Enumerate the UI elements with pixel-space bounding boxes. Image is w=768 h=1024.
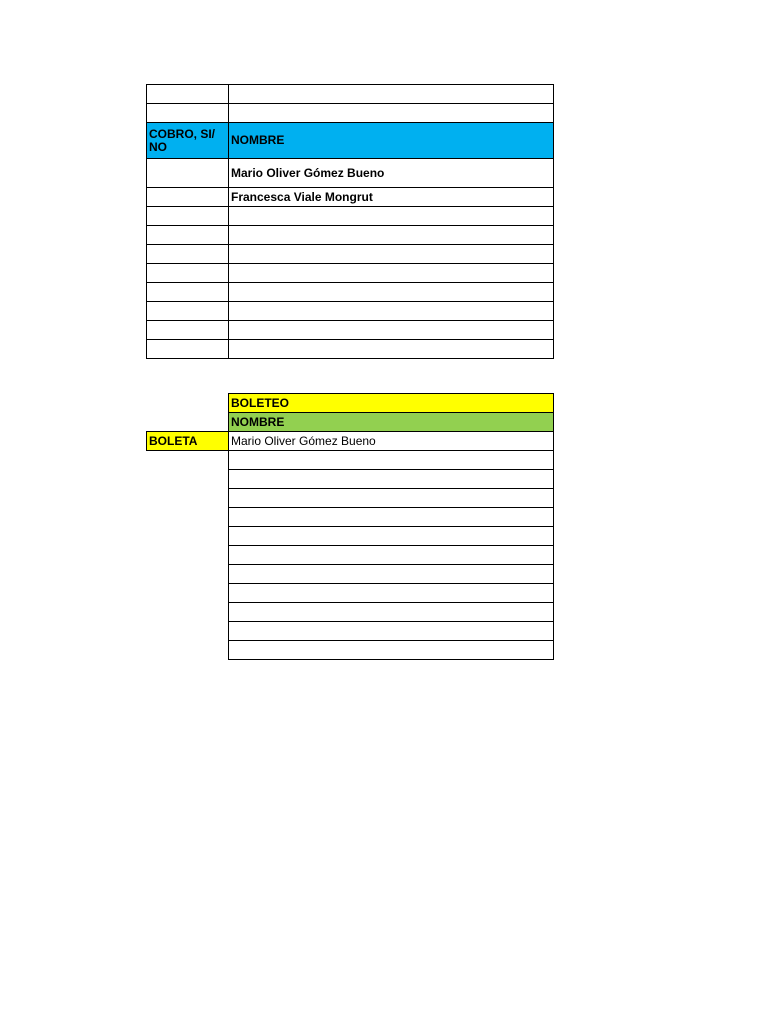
table-cell[interactable] (147, 104, 229, 123)
table-row (147, 641, 554, 660)
table-row (147, 432, 554, 451)
table-row (147, 188, 554, 207)
table-cell[interactable] (229, 451, 554, 470)
empty-cell (147, 508, 229, 527)
table-row (147, 527, 554, 546)
nombre-header-cell[interactable]: NOMBRE (229, 413, 554, 432)
table-row (147, 622, 554, 641)
table-cell[interactable] (229, 489, 554, 508)
table-row (147, 264, 554, 283)
table-cell[interactable] (229, 622, 554, 641)
table-cell[interactable] (229, 340, 554, 359)
table-cell[interactable] (229, 321, 554, 340)
table-cell[interactable] (229, 302, 554, 321)
empty-cell (147, 451, 229, 470)
table-cell[interactable] (147, 226, 229, 245)
table-cell[interactable] (147, 302, 229, 321)
table-cell[interactable] (229, 226, 554, 245)
table-row (147, 470, 554, 489)
table-title-row (147, 394, 554, 413)
empty-cell (147, 413, 229, 432)
table-cell[interactable] (229, 641, 554, 660)
table-cell[interactable] (229, 207, 554, 226)
cobro-cell[interactable] (147, 188, 229, 207)
table-cell[interactable] (229, 527, 554, 546)
boleteo-table (146, 393, 554, 660)
table-cell[interactable] (229, 470, 554, 489)
table-row (147, 565, 554, 584)
table-header-row (147, 413, 554, 432)
cobro-cell[interactable] (147, 159, 229, 188)
table-cell[interactable] (229, 245, 554, 264)
empty-cell (147, 546, 229, 565)
table-cell[interactable] (229, 584, 554, 603)
table-cell[interactable] (229, 603, 554, 622)
empty-cell (147, 641, 229, 660)
table-row (147, 104, 554, 123)
table-row (147, 85, 554, 104)
boleta-label-cell[interactable]: BOLETA (147, 432, 229, 451)
table-cell[interactable] (229, 283, 554, 302)
table-row (147, 340, 554, 359)
empty-cell (147, 394, 229, 413)
empty-cell (147, 584, 229, 603)
table-row (147, 489, 554, 508)
table-header-row (147, 123, 554, 159)
table-cell[interactable] (147, 85, 229, 104)
nombre-cell[interactable]: Francesca Viale Mongrut (229, 188, 554, 207)
empty-cell (147, 489, 229, 508)
empty-cell (147, 527, 229, 546)
empty-cell (147, 603, 229, 622)
table-row (147, 321, 554, 340)
table-cell[interactable] (229, 264, 554, 283)
table-row (147, 302, 554, 321)
table-row (147, 226, 554, 245)
empty-cell (147, 565, 229, 584)
nombre-header-cell[interactable]: NOMBRE (229, 123, 554, 159)
table-cell[interactable] (147, 321, 229, 340)
empty-cell (147, 622, 229, 641)
table-row (147, 508, 554, 527)
table-row (147, 451, 554, 470)
empty-cell (147, 470, 229, 489)
table-cell[interactable] (147, 283, 229, 302)
table-cell[interactable] (147, 207, 229, 226)
nombre-cell[interactable]: Mario Oliver Gómez Bueno (229, 159, 554, 188)
table-cell[interactable] (229, 546, 554, 565)
table-cell[interactable] (147, 245, 229, 264)
cobro-header-cell[interactable]: COBRO, SI/ NO (147, 123, 229, 159)
table-cell[interactable] (147, 340, 229, 359)
table-row (147, 245, 554, 264)
table-row (147, 159, 554, 188)
table-cell[interactable] (229, 508, 554, 527)
table-cell[interactable] (229, 104, 554, 123)
table-row (147, 207, 554, 226)
table-cell[interactable] (229, 85, 554, 104)
cobro-table (146, 84, 554, 359)
boleteo-title-cell[interactable]: BOLETEO (229, 394, 554, 413)
table-row (147, 283, 554, 302)
table-row (147, 603, 554, 622)
nombre-cell[interactable]: Mario Oliver Gómez Bueno (229, 432, 554, 451)
table-cell[interactable] (229, 565, 554, 584)
table-row (147, 584, 554, 603)
table-cell[interactable] (147, 264, 229, 283)
table-row (147, 546, 554, 565)
